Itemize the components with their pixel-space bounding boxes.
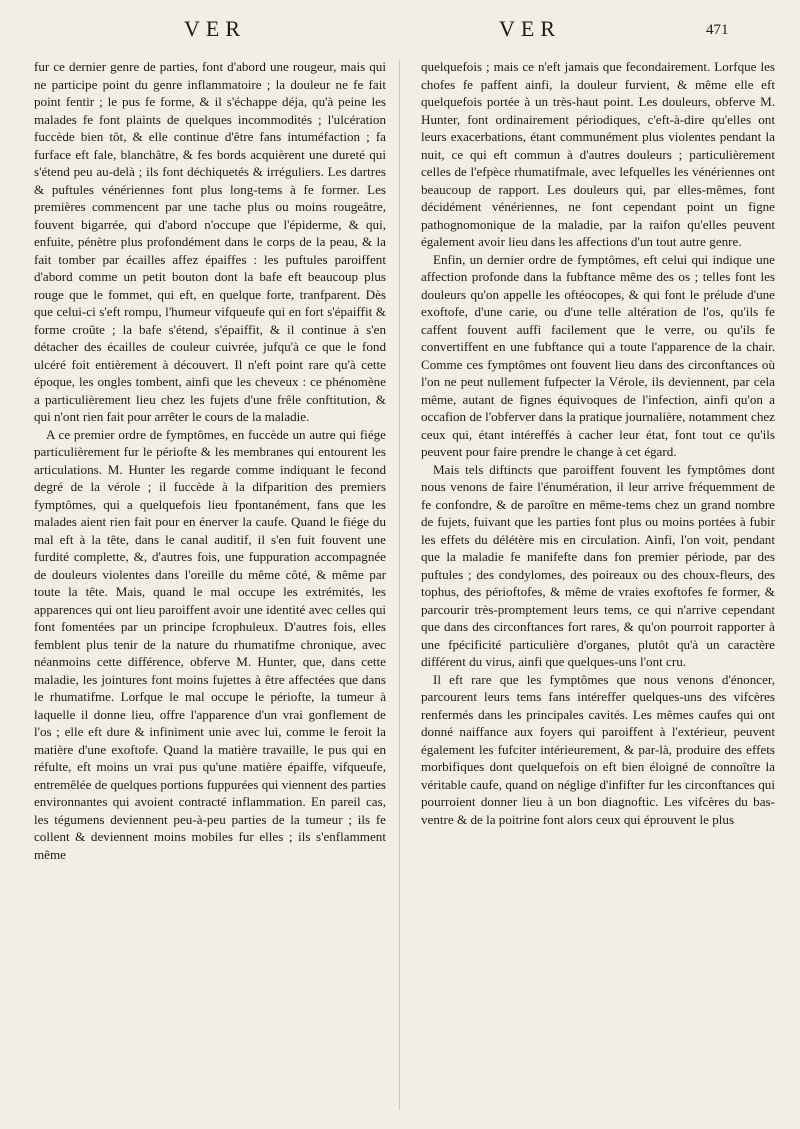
page-number: 471	[706, 22, 729, 38]
column-divider	[399, 60, 400, 1110]
running-title-right: VER	[499, 16, 561, 41]
running-head	[0, 16, 800, 50]
paragraph: A ce premier ordre de fymptômes, en fuccède un autre qui fiége particulièrement fur le périofte & les membranes qui entourent les articulations. M. Hunter les regarde comme indiquant le fecond degré de la vérole ; il fuccède à la difparition des premiers fymptômes, qui a quelquefois lieu fpontanément, fans que les malades aient rien fait pour en énerver la caufe. Quand le fiége du mal eft à la tête, dans le canal auditif, il s'en fuit fouvent une furdité complette, &, d'autres fois, une fuppuration accompagnée de douleurs violentes dans l'oreille du même côté, & même par toute la tête. Mais, quand le mal occupe les extrémités, les apparences qui ont lieu paroiffent avoir une identité avec celles qui font fomentées par un principe fcrophuleux. D'autres fois, elles femblent plus tenir de la nature du rhumatifme chronique, avec néanmoins cette différence, obferve M. Hunter, que, dans cette maladie, les jointures font moins fujettes à être affectées que dans le rhumatifme. Lorfque le mal occupe le périofte, la tumeur à laquelle il donne lieu, offre l'apparence d'un vrai gonflement de l'os ; elle eft dure & infiniment unie avec lui, comme le feroit la matière d'une exoftofe. Quand la matière travaille, le pus qui en réfulte, eft moins un vrai pus qu'une matière épaiffe, vifqueufe, entremêlée de quelques portions fuppurées qui viennent des parties environnantes qui avoient contracté inflammation. En pareil cas, les tégumens deviennent peu-à-peu parties de la tumeur ; ils fe collent & deviennent moins mobiles fur elles ; ils s'enflamment même	[34, 426, 386, 862]
running-title-left: VER	[184, 16, 246, 41]
paragraph: Enfin, un dernier ordre de fymptômes, eft celui qui indique une affection profonde dans la fubftance même des os ; telles font les douleurs qu'on appelle les oftéocopes, & qui font le prélude d'une exoftofe, d'une carie, ou d'une telle altération de l'os, qu'ils fe caffent fouvent auffi facilement que le verre, ou qu'ils fe convertiffent en une fubftance qui a toute l'apparence de la chair. Comme ces fymptômes ont fouvent lieu dans des circonftances où l'on ne peut nullement fufpecter la Vérole, ils deviennent, par cela même, autant de fignes équivoques de l'infection, ainfi qu'on a occafion de l'obferver dans la pratique journalière, notamment chez ceux qui, étant intéreffés à cacher leur état, font tout ce qu'ils peuvent pour faire prendre le change à cet égard.	[421, 251, 775, 459]
paragraph: quelquefois ; mais ce n'eft jamais que fecondairement. Lorfque les chofes fe paffent ainfi, la douleur furvient, & même elle eft quelquefois portée à un très-haut point. Les douleurs, obferve M. Hunter, font ordinairement périodiques, c'eft-à-dire qu'elles ont leurs exacerbations, étant communément plus violentes pendant la nuit, ce qui eft commun à d'autres douleurs ; particulièrement celles de l'efpèce rhumatifmale, avec lefquelles les vénériennes ont beaucoup de rapport. Les douleurs qui, par elles-mêmes, font décidément vénériennes, ne font cependant point un figne pathognomonique de la maladie, par la raifon qu'elles peuvent également avoir lieu dans les affections d'un tout autre genre.	[421, 59, 775, 249]
paragraph: Il eft rare que les fymptômes que nous venons d'énoncer, parcourent leurs tems fans intéreffer quelques-uns des vifcères renfermés dans les principales cavités. Les mêmes caufes qui ont donné naiffance aux foyers qui paroiffent à l'extérieur, peuvent également les fufciter intérieurement, & par-là, produire des effets morbifiques dont quelquefois on eft bien éloigné de connoître la véritable caufe, quand on néglige d'infifter fur les circonftances qui pourroient donner lieu à un bon diagnoftic. Les vifcères du bas-ventre & de la poitrine font alors ceux qui éprouvent le plus	[421, 671, 775, 827]
paragraph: Mais tels diftincts que paroiffent fouvent les fymptômes dont nous venons de faire l'énumération, il leur arrive fréquemment de fe confondre, & de paroître en même-tems chez un grand nombre de fujets, fuivant que les parties font plus ou moins portées à fubir les effets du délétère mis en circulation. Ainfi, l'on voit, pendant que la maladie fe manifefte dans fon premier période, par des puftules ; des condylomes, des poireaux ou des choux-fleurs, des tophus, des périoftofes, & même de vraies exoftofes fe former, & parcourir très-promptement leurs tems, ce qui n'arrive cependant que dans des circonftances fort rares, & qu'on pourroit rapporter à une fpécificité particulière d'organes, plutôt qu'à un caractère différent du virus, ainfi que quelques-uns l'ont cru.	[421, 461, 775, 669]
paragraph: fur ce dernier genre de parties, font d'abord une rougeur, mais qui ne participe point du genre inflammatoire ; la douleur ne fe fait point fentir ; le pus fe forme, & il s'échappe déja, qu'à peine les malades fe font plaints de quelques incommodités ; l'ulcération fuccède bien tôt, & elle continue d'être fans intuméfaction ; fa furface eft fale, blanchâtre, & fes bords acquièrent une dureté qui s'étend peu au-delà ; ils font déchiquetés & irréguliers. Les dartres & puftules vénériennes font plus long-tems à fe former. Les premières commencent par une tache plus ou moins rougeâtre, fouvent bigarrée, qui d'abord n'occupe que l'épiderme, & qui, enfuite, pénètre plus profondément dans le corps de la peau, & la fait tomber par écailles affez épaiffes : les puftules paroiffent d'abord comme un petit bouton dont la bafe eft beaucoup plus rouge que le fommet, qui eft, en quelque forte, tranfparent. Dès que celui-ci s'eft rompu, l'humeur vifqueufe qui en fort s'épaiffit & forme croûte ; la bafe s'étend, s'épaiffit, & il continue à s'en détacher des écailles de couleur cuivrée, jufqu'à ce que le fond ulcéré foit entièrement à découvert. Il n'eft point rare qu'à cette époque, les ongles tombent, ainfi que les cheveux : ce phénomène a particulièrement lieu chez les fujets d'une frêle conftitution, & qui n'ont rien fait pour arrêter le cours de la maladie.	[34, 59, 386, 424]
left-column	[34, 58, 386, 863]
right-column	[421, 58, 775, 828]
